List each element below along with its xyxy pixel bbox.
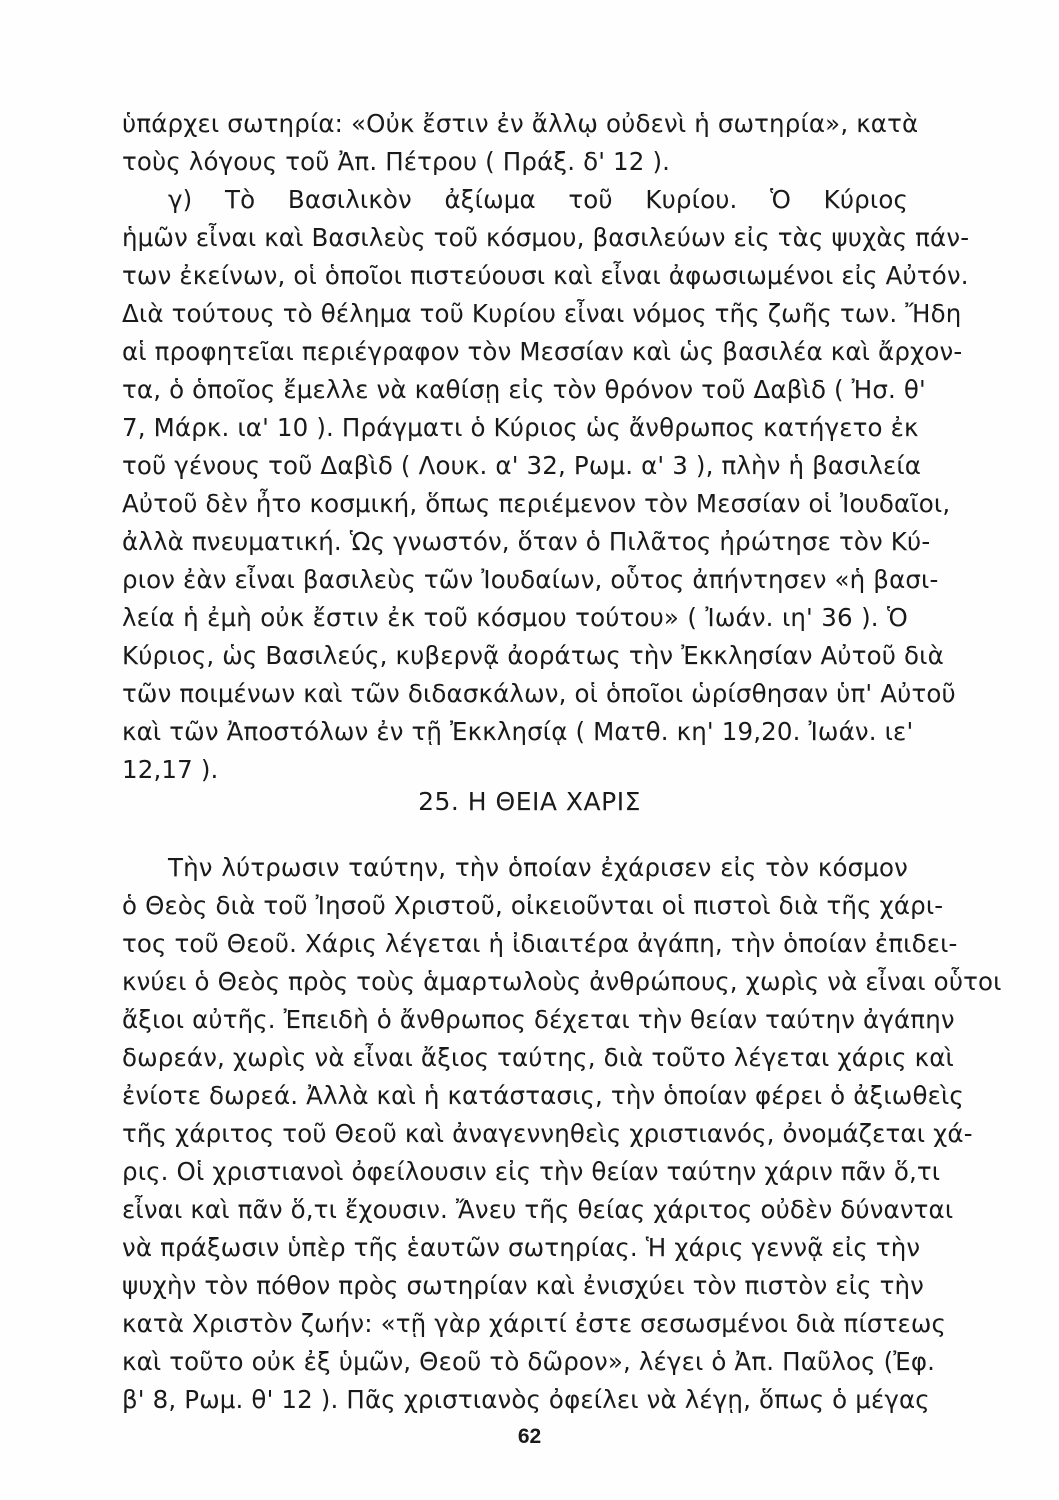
text-line: ψυχὴν τὸν πόθον πρὸς σωτηρίαν καὶ ἐνισχύει τὸν πιστὸν εἰς τὴν [122, 1271, 925, 1300]
text-line: τα, ὁ ὁποῖος ἔμελλε νὰ καθίσῃ εἰς τὸν θρόνον τοῦ Δαβὶδ ( Ἠσ. θ' [122, 375, 926, 404]
text-line: Τὴν λύτρωσιν ταύτην, τὴν ὁποίαν ἐχάρισεν εἰς τὸν κόσμον [168, 853, 908, 882]
text-line: Αὐτοῦ δὲν ἦτο κοσμική, ὅπως περιέμενον τὸν Μεσσίαν οἱ Ἰουδαῖοι, [122, 489, 951, 518]
text-line: ἡμῶν εἶναι καὶ Βασιλεὺς τοῦ κόσμου, βασιλεύων εἰς τὰς ψυχὰς πάν- [122, 223, 970, 252]
text-line: τῆς χάριτος τοῦ Θεοῦ καὶ ἀναγεννηθεὶς χριστιανός, ὀνομάζεται χά- [122, 1119, 973, 1148]
text-line: κατὰ Χριστὸν ζωήν: «τῇ γὰρ χάριτί ἐστε σεσωσμένοι διὰ πίστεως [122, 1309, 947, 1338]
text-line: ρις. Οἱ χριστιανοὶ ὀφείλουσιν εἰς τὴν θείαν ταύτην χάριν πᾶν ὅ,τι [122, 1157, 941, 1186]
text-line: εἶναι καὶ πᾶν ὅ,τι ἔχουσιν. Ἄνευ τῆς θείας χάριτος οὐδὲν δύνανται [122, 1195, 954, 1224]
text-line: ἐνίοτε δωρεά. Ἀλλὰ καὶ ἡ κατάστασις, τὴν ὁποίαν φέρει ὁ ἀξιωθεὶς [122, 1081, 964, 1110]
text-line: τοὺς λόγους τοῦ Ἀπ. Πέτρου ( Πράξ. δ' 12 ). [122, 147, 671, 176]
text-line: ἄξιοι αὐτῆς. Ἐπειδὴ ὁ ἄνθρωπος δέχεται τὴν θείαν ταύτην ἀγάπην [122, 1005, 955, 1034]
text-line: των ἐκείνων, οἱ ὁποῖοι πιστεύουσι καὶ εἶναι ἀφωσιωμένοι εἰς Αὐτόν. [122, 261, 969, 290]
text-line: νὰ πράξωσιν ὑπὲρ τῆς ἑαυτῶν σωτηρίας. Ἡ χάρις γεννᾷ εἰς τὴν [122, 1233, 921, 1262]
text-line: κνύει ὁ Θεὸς πρὸς τοὺς ἁμαρτωλοὺς ἀνθρώπους, χωρὶς νὰ εἶναι οὗτοι [122, 967, 1002, 996]
text-line: τοῦ γένους τοῦ Δαβὶδ ( Λουκ. α' 32, Ρωμ. α' 3 ), πλὴν ἡ βασιλεία [122, 451, 922, 480]
text-line: Κύριος, ὡς Βασιλεύς, κυβερνᾷ ἀοράτως τὴν Ἐκκλησίαν Αὐτοῦ διὰ [122, 641, 944, 670]
text-line: τῶν ποιμένων καὶ τῶν διδασκάλων, οἱ ὁποῖοι ὡρίσθησαν ὑπ' Αὐτοῦ [122, 679, 956, 708]
text-line: ὁ Θεὸς διὰ τοῦ Ἰησοῦ Χριστοῦ, οἰκειοῦνται οἱ πιστοὶ διὰ τῆς χάρι- [122, 891, 944, 920]
text-line: ριον ἐὰν εἶναι βασιλεὺς τῶν Ἰουδαίων, οὗτος ἀπήντησεν «ἡ βασι- [122, 565, 939, 594]
text-line: γ) Τὸ Βασιλικὸν ἀξίωμα τοῦ Κυρίου. Ὁ Κύριος [168, 185, 908, 214]
text-line: αἱ προφητεῖαι περιέγραφον τὸν Μεσσίαν καὶ ὡς βασιλέα καὶ ἄρχον- [122, 337, 963, 366]
text-line: δωρεάν, χωρὶς νὰ εἶναι ἄξιος ταύτης, διὰ τοῦτο λέγεται χάρις καὶ [122, 1043, 954, 1072]
text-line: καὶ τῶν Ἀποστόλων ἐν τῇ Ἐκκλησίᾳ ( Ματθ. κη' 19,20. Ἰωάν. ιε' [122, 717, 914, 746]
text-line: καὶ τοῦτο οὐκ ἐξ ὑμῶν, Θεοῦ τὸ δῶρον», λέγει ὁ Ἀπ. Παῦλος (Ἐφ. [122, 1347, 936, 1376]
text-line: 7, Μάρκ. ια' 10 ). Πράγματι ὁ Κύριος ὡς ἄνθρωπος κατήγετο ἐκ [122, 413, 919, 442]
text-line: ἀλλὰ πνευματική. Ὡς γνωστόν, ὅταν ὁ Πιλᾶτος ἠρώτησε τὸν Κύ- [122, 527, 931, 556]
text-line: Διὰ τούτους τὸ θέλημα τοῦ Κυρίου εἶναι νόμος τῆς ζωῆς των. Ἤδη [122, 299, 962, 328]
text-line: ὑπάρχει σωτηρία: «Οὐκ ἔστιν ἐν ἄλλῳ οὐδενὶ ἡ σωτηρία», κατὰ [122, 109, 919, 138]
page-number: 62 [517, 1425, 542, 1448]
text-line: λεία ἡ ἐμὴ οὐκ ἔστιν ἐκ τοῦ κόσμου τούτου» ( Ἰωάν. ιη' 36 ). Ὁ [122, 603, 908, 632]
text-line: 12,17 ). [122, 755, 219, 784]
text-line: β' 8, Ρωμ. θ' 12 ). Πᾶς χριστιανὸς ὀφείλει νὰ λέγῃ, ὅπως ὁ μέγας [122, 1385, 930, 1414]
text-line: τος τοῦ Θεοῦ. Χάρις λέγεται ἡ ἰδιαιτέρα ἀγάπη, τὴν ὁποίαν ἐπιδει- [122, 929, 958, 958]
section-heading: 25. Η ΘΕΙΑ ΧΑΡΙΣ [418, 787, 641, 816]
